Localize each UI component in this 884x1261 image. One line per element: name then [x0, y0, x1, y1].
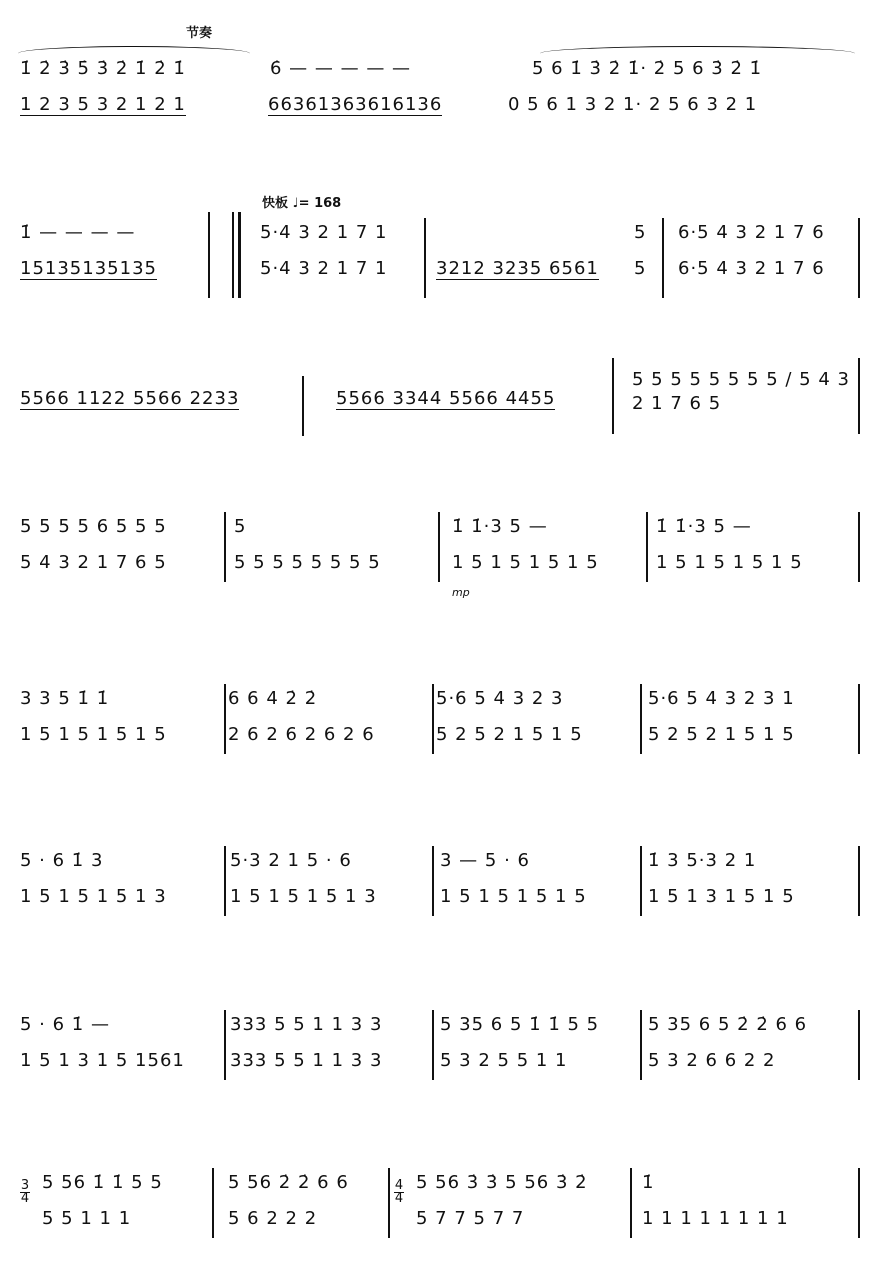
- s5-u-4: 5·6 5 4 3 2 3 1: [648, 688, 795, 709]
- s8-l-1: 5 5 1 1 1: [42, 1208, 132, 1229]
- s5-u-1: 3 3 5 1̇ 1̇: [20, 688, 110, 709]
- s6-u-1: 5 · 6 1̇ 3: [20, 850, 104, 871]
- barline: [858, 684, 860, 754]
- s6-u-4: 1̇ 3 5·3 2 1: [648, 850, 757, 871]
- s6-l-4: 1 5 1 3 1 5 1 5: [648, 886, 795, 907]
- s2-l-5: 6·5 4 3 2 1 7 6: [678, 258, 825, 279]
- s7-l-2: 333 5 5 1 1 3 3: [230, 1050, 383, 1071]
- s7-u-2: 333 5 5 1 1 3 3: [230, 1014, 383, 1035]
- barline: [438, 512, 440, 582]
- barline: [432, 1010, 434, 1080]
- barline: [858, 512, 860, 582]
- s4-u-4: 1̇ 1̇·3 5 —: [656, 516, 752, 537]
- barline: [640, 684, 642, 754]
- s3-l-1: 5566 1122 5566 2233: [20, 388, 240, 409]
- barline: [640, 846, 642, 916]
- s1-l-1: 1 2 3 5 3 2 1 2 1: [20, 94, 186, 115]
- s8-l-2: 5 6 2 2 2: [228, 1208, 318, 1229]
- s2-l-2: 5·4 3 2 1 7 1: [260, 258, 388, 279]
- barline: [858, 1010, 860, 1080]
- barline: [646, 512, 648, 582]
- s4-l-4: 1 5 1 5 1 5 1 5: [656, 552, 803, 573]
- barline: [388, 1168, 390, 1238]
- s8-l-3: 5 7 7 5 7 7: [416, 1208, 525, 1229]
- system-4: [0, 516, 884, 599]
- dynamic-marking: mp: [452, 586, 470, 599]
- system-7: [0, 1014, 884, 1094]
- barline: [232, 212, 234, 298]
- barline: [640, 1010, 642, 1080]
- meter-denominator: 4: [20, 1191, 30, 1206]
- s5-u-3: 5·6 5 4 3 2 3: [436, 688, 564, 709]
- s2-l-1: 15135135135: [20, 258, 157, 279]
- s5-l-4: 5 2 5 2 1 5 1 5: [648, 724, 795, 745]
- s2-u-2: 5·4 3 2 1 7 1: [260, 222, 388, 243]
- s5-u-2: 6 6 4 2̇ 2̇: [228, 688, 318, 709]
- s6-u-2: 5·3 2 1 5 · 6: [230, 850, 352, 871]
- s2-u-4: 6·5 4 3 2 1 7 6: [678, 222, 825, 243]
- s4-l-1: 5 4 3 2 1 7 6 5: [20, 552, 167, 573]
- barline: [212, 1168, 214, 1238]
- time-signature-3-4: [20, 1180, 30, 1205]
- s7-l-1: 1 5 1 3 1 5 1561: [20, 1050, 185, 1071]
- barline: [238, 212, 241, 298]
- time-signature-4-4: [394, 1180, 404, 1205]
- barline: [630, 1168, 632, 1238]
- s1-u-1: 1̇ 2̇ 3̇ 5̇ 3̇ 2̇ 1̇ 2̇ 1̇: [20, 58, 186, 79]
- s5-l-1: 1 5 1 5 1 5 1 5: [20, 724, 167, 745]
- s6-l-3: 1 5 1 5 1 5 1 5: [440, 886, 587, 907]
- s8-u-4: 1̇: [642, 1172, 655, 1193]
- barline: [224, 684, 226, 754]
- s5-l-3: 5 2 5 2 1 5 1 5: [436, 724, 583, 745]
- s4-u-1: 5 5 5 5 6 5 5 5: [20, 516, 167, 537]
- s6-l-2: 1 5 1 5 1 5 1 3: [230, 886, 377, 907]
- s7-l-4: 5 3 2 6 6 2 2: [648, 1050, 776, 1071]
- system-8: [0, 1172, 884, 1252]
- rhythm-label: 节奏: [186, 26, 213, 41]
- system-1: [0, 58, 884, 138]
- system-2: [0, 222, 884, 302]
- s1-u-3: 5 6 1̇ 3̇ 2̇ 1̇· 2̇ 5 6 3̇ 2̇ 1̇: [532, 58, 763, 79]
- s8-u-2: 5 56 2̇ 2̇ 6 6: [228, 1172, 349, 1193]
- barline: [612, 358, 614, 434]
- barline: [432, 684, 434, 754]
- s7-u-3: 5 35 6 5 1̇ 1̇ 5 5: [440, 1014, 600, 1035]
- barline: [858, 218, 860, 298]
- barline: [424, 218, 426, 298]
- s8-u-1: 5 56 1̇ 1̇ 5 5: [42, 1172, 163, 1193]
- s6-u-3: 3 — 5 · 6: [440, 850, 530, 871]
- barline: [224, 512, 226, 582]
- s4-u-2: 5: [234, 516, 247, 537]
- barline: [858, 358, 860, 434]
- barline: [302, 376, 304, 436]
- barline: [208, 212, 210, 298]
- s4-l-2: 5 5 5 5 5 5 5 5: [234, 552, 381, 573]
- s7-u-1: 5 · 6 1̇ —: [20, 1014, 110, 1035]
- barline: [432, 846, 434, 916]
- s8-l-4: 1 1 1 1 1 1 1 1: [642, 1208, 789, 1229]
- barline: [224, 846, 226, 916]
- meter-numerator: 4: [394, 1178, 404, 1193]
- s8-u-3: 5 56 3̇ 3̇ 5 56 3̇ 2̇: [416, 1172, 588, 1193]
- s4-u-3: 1̇ 1̇·3 5 —: [452, 516, 548, 537]
- meter-denominator: 4: [394, 1191, 404, 1206]
- s1-u-2: 6̇ — — — — —: [270, 58, 412, 79]
- s2-l-4: 5: [634, 258, 647, 279]
- s6-l-1: 1 5 1 5 1 5 1 3: [20, 886, 167, 907]
- meter-numerator: 3: [20, 1178, 30, 1193]
- system-3: [0, 368, 884, 448]
- s4-l-3: 1 5 1 5 1 5 1 5: [452, 552, 599, 573]
- s3-l-3: 5 5 5 5 5 5 5 5 / 5 4 3 2 1 7 6 5: [632, 369, 850, 414]
- barline: [662, 218, 664, 298]
- s2-l-3: 3212 3235 6561: [436, 258, 599, 279]
- barline: [224, 1010, 226, 1080]
- barline: [858, 1168, 860, 1238]
- s2-u-3: 5: [634, 222, 647, 243]
- system-6: [0, 850, 884, 930]
- barline: [858, 846, 860, 916]
- s7-u-4: 5 35 6 5 2̇ 2̇ 6 6: [648, 1014, 808, 1035]
- s1-l-2: 66361363616136: [268, 94, 443, 115]
- tempo-marking: 快板 ♩= 168: [262, 196, 342, 211]
- system-5: [0, 688, 884, 768]
- s5-l-2: 2 6 2 6 2 6 2 6: [228, 724, 375, 745]
- s7-l-3: 5 3 2 5 5 1 1: [440, 1050, 568, 1071]
- s1-l-3: 0 5 6 1 3 2 1· 2 5 6 3 2 1: [508, 94, 758, 115]
- s3-l-2: 5566 3344 5566 4455: [336, 388, 556, 409]
- s2-u-1: 1̇ — — — —: [20, 222, 136, 243]
